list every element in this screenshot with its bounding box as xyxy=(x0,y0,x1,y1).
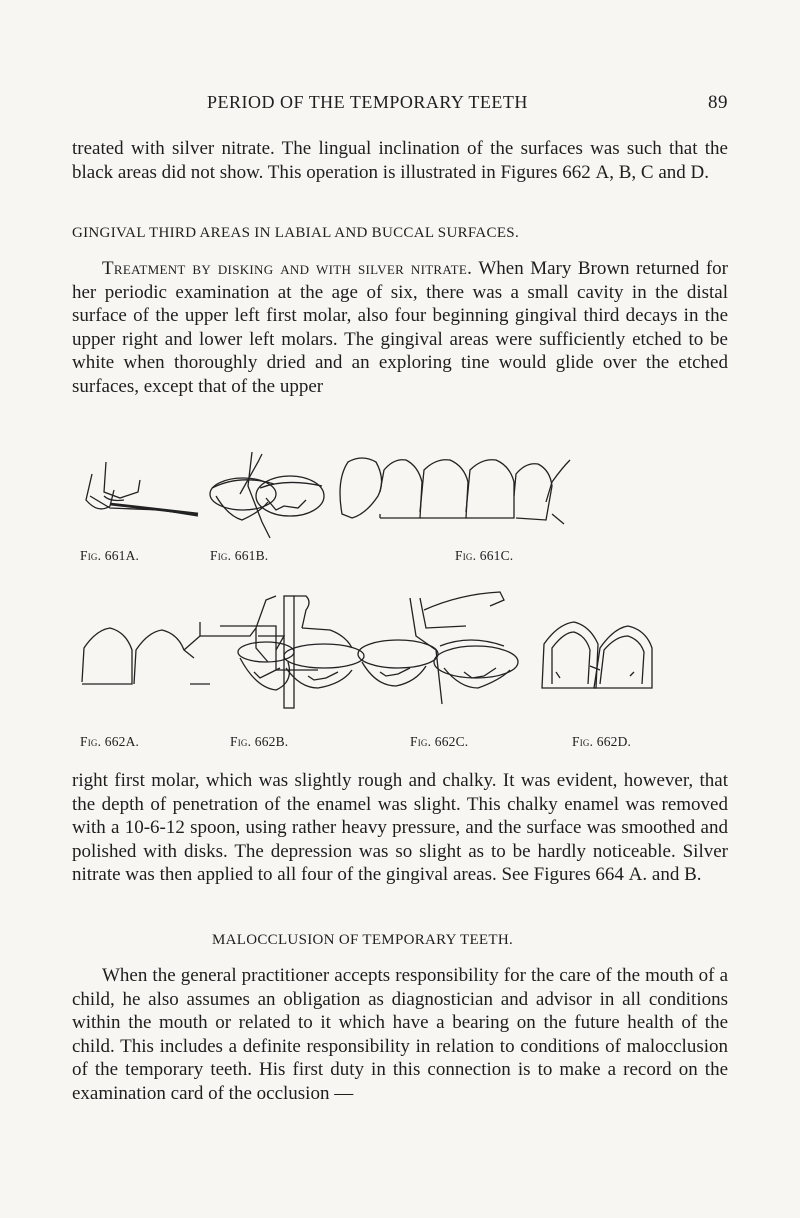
caption-fig-661c: Fig. 661C. xyxy=(455,548,514,563)
paragraph-3-end: . xyxy=(696,864,702,886)
section-heading-malocclusion: MALOCCLUSION OF TEMPORARY TEETH. xyxy=(212,932,514,948)
figure-refs: A, B, C xyxy=(595,161,654,183)
paragraph-2-lead: Treatment by disking and with silver nitrate. xyxy=(102,258,473,279)
paragraph-1-end: . xyxy=(704,161,709,183)
paragraph-1 xyxy=(72,137,728,184)
caption-fig-662b: Fig. 662B. xyxy=(230,734,289,749)
figure-662-illustrations xyxy=(80,588,660,718)
running-title: PERIOD OF THE TEMPORARY TEETH xyxy=(207,92,528,112)
paragraph-4: When the general practitioner accepts responsibility for the care of the mouth of a child, he also assumes an obligation as diagnostician and advisor in all conditions within the mouth or related to it which have a bearing on the future health of the child. This includes a definite responsibility in relation to conditions of malocclusion of the temporary teeth. His first duty in this connection is to make a record on the examination card of the occlusion — xyxy=(72,965,728,1104)
caption-fig-661b: Fig. 661B. xyxy=(210,548,269,563)
figure-661-drawing xyxy=(80,452,660,544)
figure-661a-drawing xyxy=(86,462,198,516)
figure-662d-drawing xyxy=(542,622,652,688)
paragraph-3-text: right first molar, which was slightly rough and chalky. It was evident, however, that the depth of penetration of the enamel was slight. This chalky enamel was removed with a 10-6-12 spoon, using rather heavy pressure, and the surface was smoothed and polished with disks. The depression was so slight as to be hardly noticeable. Silver nitrate was then applied to all four of the gingival areas. See Figures 664 xyxy=(72,770,728,886)
paragraph-2 xyxy=(72,257,728,399)
paragraph-2-text: When Mary Brown returned for her periodic examination at the age of six, there was a small cavity in the distal surface of the upper left first molar, also four beginning gingival third decays in the upper right and lower left molars. The gingival areas were sufficiently etched to be white when thoroughly dried and an exploring tine would glide over the etched surfaces, except that of the upper xyxy=(72,258,728,397)
figure-662b-drawing xyxy=(220,596,364,708)
figure-662a-drawing xyxy=(82,596,276,684)
figure-661c-drawing xyxy=(340,458,570,524)
figure-661b-drawing xyxy=(210,452,324,538)
page-number: 89 xyxy=(708,92,728,113)
figure-662-drawing xyxy=(80,588,660,718)
paragraph-3-mid: and xyxy=(647,864,685,886)
figure-661-illustrations xyxy=(80,452,660,544)
caption-fig-661a: Fig. 661A. xyxy=(80,548,140,563)
running-head xyxy=(72,92,728,118)
section-heading-gingival: GINGIVAL THIRD AREAS IN LABIAL AND BUCCAL SURFACES. xyxy=(72,225,519,241)
caption-fig-662d: Fig. 662D. xyxy=(572,734,632,749)
figure-ref-d: D xyxy=(690,161,705,183)
figure-ref-664b: B xyxy=(684,864,697,886)
paragraph-3 xyxy=(72,769,728,887)
paragraph-1-mid: and xyxy=(653,161,691,183)
paragraph-1-text: treated with silver nitrate. The lingual inclination of the surfaces was such that the black areas did not show. This operation is illustrated in Figures 662 xyxy=(72,138,728,183)
figure-ref-664a: A. xyxy=(628,864,648,886)
caption-fig-662a: Fig. 662A. xyxy=(80,734,140,749)
caption-fig-662c: Fig. 662C. xyxy=(410,734,469,749)
figure-662c-drawing xyxy=(358,592,518,704)
